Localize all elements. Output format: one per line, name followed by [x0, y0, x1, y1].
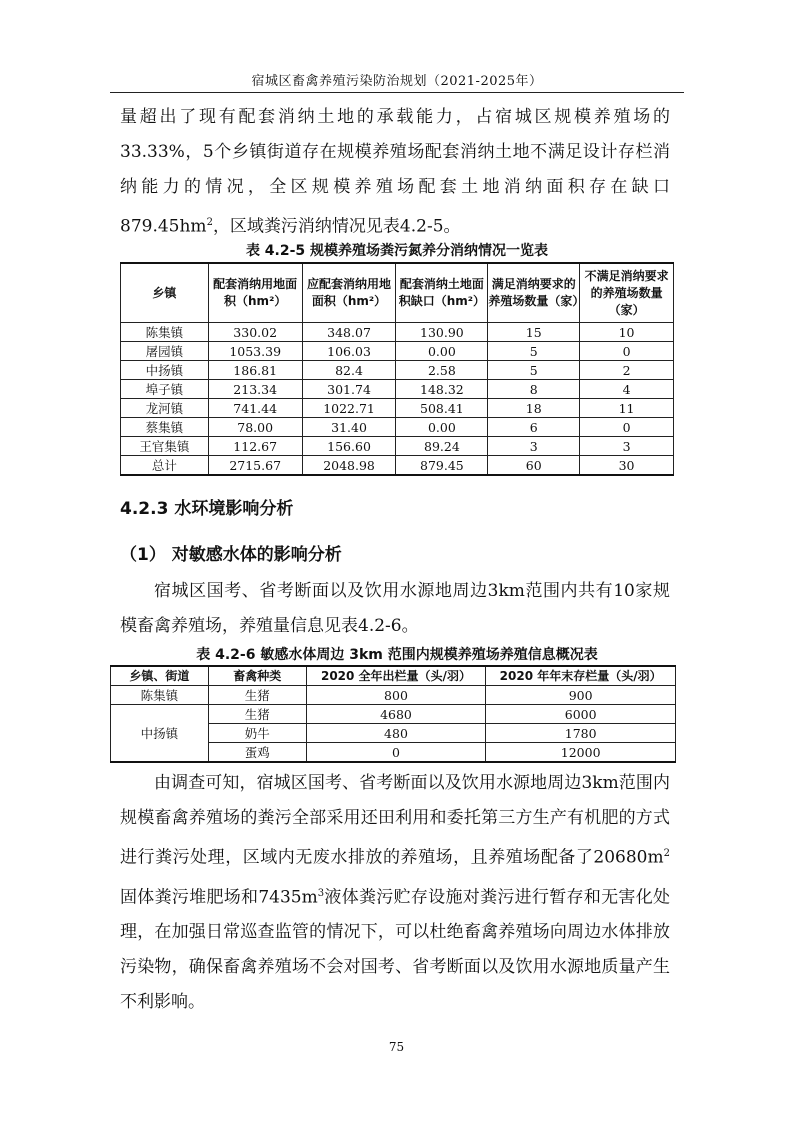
table-cell: 3 [488, 437, 580, 456]
paragraph-1 [120, 100, 670, 245]
paragraph-3-text-c: 液体粪污贮存设施对粪污进行暂存和无害化处理，在加强日常巡查监管的情况下，可以杜绝畜禽养殖场向周边水体排放污染物，确保畜禽养殖场不会对国考、省考断面以及饮用水源地质量产生不利影响。 [120, 887, 671, 1013]
table-row [111, 705, 676, 724]
table-cell: 0 [580, 418, 674, 437]
table-cell: 480 [306, 724, 486, 743]
paragraph-3 [120, 766, 670, 1020]
table-cell: 中扬镇 [121, 361, 209, 380]
table-row [121, 342, 674, 361]
table-cell: 陈集镇 [121, 323, 209, 342]
table-cell: 6 [488, 418, 580, 437]
table-cell: 106.03 [302, 342, 396, 361]
table-row [121, 437, 674, 456]
table-cell: 1780 [486, 724, 676, 743]
table-cell: 130.90 [396, 323, 488, 342]
subsection-heading: （1） 对敏感水体的影响分析 [120, 545, 342, 565]
table-cell: 11 [580, 399, 674, 418]
table-cell: 213.34 [208, 380, 302, 399]
column-header: 畜禽种类 [208, 666, 306, 686]
table-cell: 3 [580, 437, 674, 456]
table-caption: 表 4.2-6 敏感水体周边 3km 范围内规模养殖场养殖信息概况表 [196, 647, 598, 663]
livestock-info-table [110, 665, 676, 763]
column-header: 不满足消纳要求的养殖场数量（家） [580, 263, 674, 323]
table-cell: 89.24 [396, 437, 488, 456]
table-cell: 30 [580, 456, 674, 476]
table-cell: 31.40 [302, 418, 396, 437]
table-cell: 156.60 [302, 437, 396, 456]
paragraph-1-tail: ，区域粪污消纳情况见表4.2-5。 [212, 216, 461, 237]
table-cell: 蛋鸡 [208, 743, 306, 763]
table-cell: 2048.98 [302, 456, 396, 476]
column-header: 配套消纳用地面积（hm²） [208, 263, 302, 323]
table-cell: 12000 [486, 743, 676, 763]
table-cell: 2.58 [396, 361, 488, 380]
table-row [121, 418, 674, 437]
table-cell: 1053.39 [208, 342, 302, 361]
section-heading: 4.2.3 水环境影响分析 [120, 499, 294, 519]
table-cell: 6000 [486, 705, 676, 724]
superscript: 3 [317, 887, 325, 899]
table-cell: 348.07 [302, 323, 396, 342]
column-header: 配套消纳土地面积缺口（hm²） [396, 263, 488, 323]
table-cell: 1022.71 [302, 399, 396, 418]
table-cell: 82.4 [302, 361, 396, 380]
table-cell: 330.02 [208, 323, 302, 342]
table-cell: 879.45 [396, 456, 488, 476]
table-cell: 埠子镇 [121, 380, 209, 399]
column-header: 2020 年年末存栏量（头/羽） [486, 666, 676, 686]
table-cell: 78.00 [208, 418, 302, 437]
paragraph-1-text: 量超出了现有配套消纳土地的承载能力，占宿城区规模养殖场的33.33%，5个乡镇街道存在规模养殖场配套消纳土地不满足设计存栏消纳能力的情况，全区规模养殖场配套土地消纳面积存在缺口879.45hm [120, 107, 670, 237]
table-cell: 508.41 [396, 399, 488, 418]
table-cell: 蔡集镇 [121, 418, 209, 437]
manure-absorption-table [120, 262, 674, 476]
table-cell: 2715.67 [208, 456, 302, 476]
table-cell: 中扬镇 [111, 705, 209, 763]
table-row [121, 361, 674, 380]
table-cell: 0 [580, 342, 674, 361]
table-row [121, 399, 674, 418]
column-header: 满足消纳要求的养殖场数量（家） [488, 263, 580, 323]
table-cell: 741.44 [208, 399, 302, 418]
superscript: 2 [663, 848, 670, 859]
table-cell: 60 [488, 456, 580, 476]
paragraph-2 [120, 574, 670, 644]
table-cell: 5 [488, 361, 580, 380]
table-row [111, 686, 676, 705]
table-cell: 186.81 [208, 361, 302, 380]
table-cell: 总计 [121, 456, 209, 476]
table-cell: 5 [488, 342, 580, 361]
table-cell: 301.74 [302, 380, 396, 399]
table-cell: 2 [580, 361, 674, 380]
column-header: 乡镇、街道 [111, 666, 209, 686]
table-cell: 陈集镇 [111, 686, 209, 705]
table-total-row [121, 456, 674, 476]
column-header: 应配套消纳用地面积（hm²） [302, 263, 396, 323]
table-cell: 8 [488, 380, 580, 399]
paragraph-3-text-a: 由调查可知，宿城区国考、省考断面以及饮用水源地周边3km范围内规模畜禽养殖场的粪污全部采用还田利用和委托第三方生产有机肥的方式进行粪污处理，区域内无废水排放的养殖场，且养殖场配备了20680m [120, 773, 670, 868]
column-header: 2020 全年出栏量（头/羽） [306, 666, 486, 686]
superscript: 2 [206, 217, 213, 228]
table-cell: 900 [486, 686, 676, 705]
page-header: 宿城区畜禽养殖污染防治规划（2021-2025年） [251, 74, 543, 89]
table-cell: 18 [488, 399, 580, 418]
header-divider [110, 92, 684, 93]
table-row [121, 323, 674, 342]
table-cell: 10 [580, 323, 674, 342]
table-cell: 0 [306, 743, 486, 763]
table-cell: 奶牛 [208, 724, 306, 743]
table-cell: 4680 [306, 705, 486, 724]
table-cell: 0.00 [396, 342, 488, 361]
column-header: 乡镇 [121, 263, 209, 323]
table-cell: 龙河镇 [121, 399, 209, 418]
table-cell: 0.00 [396, 418, 488, 437]
table-cell: 148.32 [396, 380, 488, 399]
paragraph-3-text-b: 固体粪污堆肥场和7435m [120, 887, 318, 908]
table-row [121, 380, 674, 399]
paragraph-2-text: 宿城区国考、省考断面以及饮用水源地周边3km范围内共有10家规模畜禽养殖场，养殖量信息见表4.2-6。 [120, 581, 670, 636]
page-number: 75 [388, 1040, 405, 1054]
table-cell: 15 [488, 323, 580, 342]
table-caption: 表 4.2-5 规模养殖场粪污氮养分消纳情况一览表 [245, 243, 549, 259]
table-cell: 800 [306, 686, 486, 705]
table-cell: 4 [580, 380, 674, 399]
table-cell: 生猪 [208, 686, 306, 705]
table-cell: 屠园镇 [121, 342, 209, 361]
table-cell: 王官集镇 [121, 437, 209, 456]
table-cell: 112.67 [208, 437, 302, 456]
table-cell: 生猪 [208, 705, 306, 724]
